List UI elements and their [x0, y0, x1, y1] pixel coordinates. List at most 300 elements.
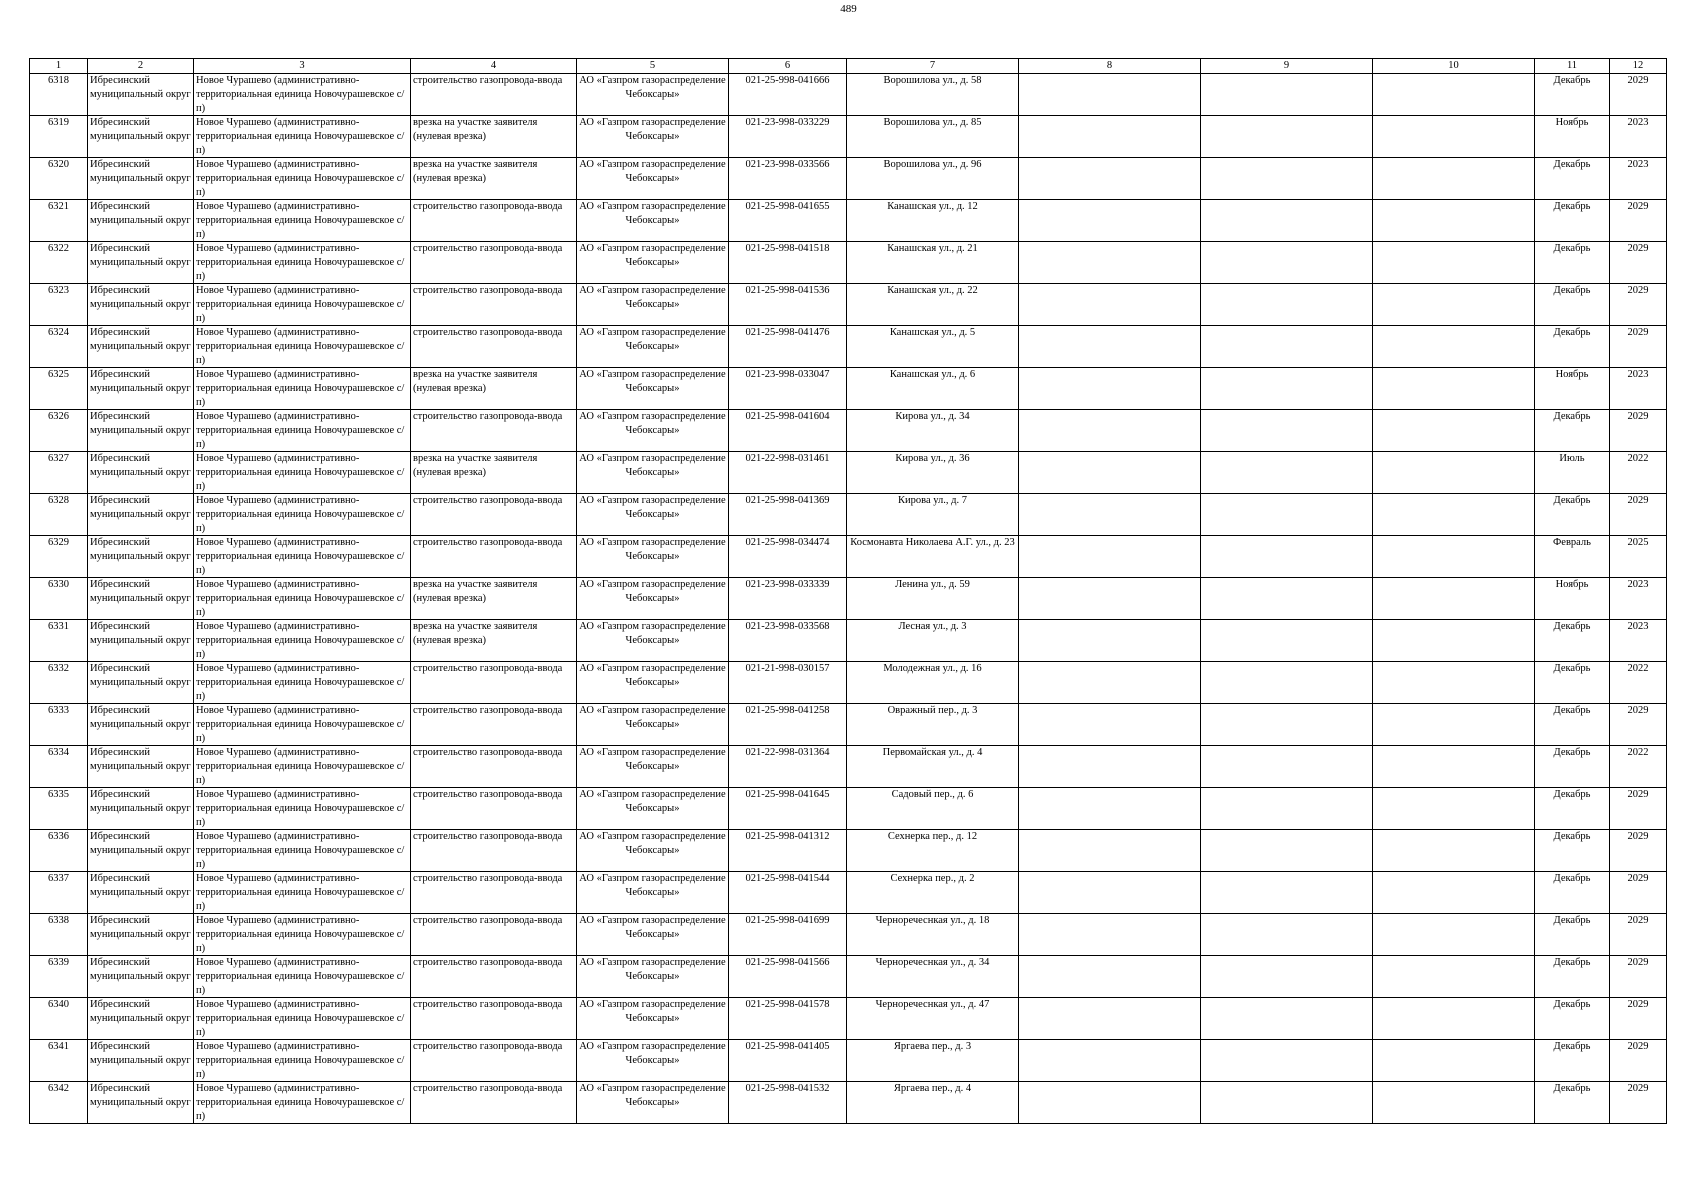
month-cell-text: Декабрь — [1553, 873, 1591, 884]
row-number-text: 6322 — [48, 243, 69, 254]
column-9-cell — [1201, 1082, 1373, 1124]
month-cell-text: Декабрь — [1553, 1041, 1591, 1052]
locality-cell-text: Новое Чурашево (административно-территориальная единица Новочурашевское с/п) — [196, 453, 405, 492]
month-cell-text: Декабрь — [1553, 789, 1591, 800]
row-number-text: 6319 — [48, 117, 69, 128]
page-number: 489 — [840, 3, 857, 15]
address-cell-text: Ворошилова ул., д. 96 — [883, 159, 982, 170]
address-cell-text: Яргаева пер., д. 3 — [893, 1041, 972, 1052]
locality-cell — [194, 1082, 411, 1124]
month-cell-text: Декабрь — [1553, 831, 1591, 842]
month-cell-text: Декабрь — [1553, 159, 1591, 170]
address-cell-text: Канашская ул., д. 12 — [887, 201, 978, 212]
request-code-cell-text: 021-25-998-041578 — [745, 999, 830, 1010]
work-type-cell — [411, 578, 577, 620]
district-cell-text: Ибресинский муниципальный округ — [90, 75, 191, 100]
row-number-text: 6320 — [48, 159, 69, 170]
organization-cell-text: АО «Газпром газораспределение Чебоксары» — [579, 663, 726, 688]
table-row — [30, 830, 1667, 872]
row-number-text: 6324 — [48, 327, 69, 338]
work-type-cell-text: строительство газопровода-ввода — [413, 327, 563, 338]
locality-cell-text: Новое Чурашево (административно-территориальная единица Новочурашевское с/п) — [196, 327, 405, 366]
year-cell — [1610, 242, 1667, 284]
column-9-cell — [1201, 620, 1373, 662]
district-cell-text: Ибресинский муниципальный округ — [90, 201, 191, 226]
request-code-cell — [729, 830, 847, 872]
year-cell-text: 2023 — [1627, 117, 1649, 128]
work-type-cell-text: врезка на участке заявителя (нулевая врезка) — [413, 159, 538, 184]
work-type-cell-text: строительство газопровода-ввода — [413, 1041, 563, 1052]
locality-cell — [194, 830, 411, 872]
organization-cell — [577, 620, 729, 662]
month-cell — [1535, 410, 1610, 452]
district-cell — [88, 452, 194, 494]
row-number-text: 6336 — [48, 831, 69, 842]
address-cell-text: Канашская ул., д. 5 — [889, 327, 976, 338]
row-number — [30, 200, 88, 242]
locality-cell — [194, 620, 411, 662]
request-code-cell — [729, 1082, 847, 1124]
row-number-text: 6327 — [48, 453, 69, 464]
table-row — [30, 410, 1667, 452]
table-row — [30, 620, 1667, 662]
district-cell-text: Ибресинский муниципальный округ — [90, 663, 191, 688]
month-cell — [1535, 284, 1610, 326]
organization-cell — [577, 788, 729, 830]
work-type-cell-text: строительство газопровода-ввода — [413, 495, 563, 506]
work-type-cell-text: строительство газопровода-ввода — [413, 915, 563, 926]
locality-cell — [194, 746, 411, 788]
year-cell-text: 2023 — [1627, 579, 1649, 590]
month-cell — [1535, 452, 1610, 494]
column-9-cell — [1201, 746, 1373, 788]
column-9-cell — [1201, 494, 1373, 536]
work-type-cell — [411, 956, 577, 998]
month-cell-text: Декабрь — [1553, 663, 1591, 674]
address-cell-text: Кирова ул., д. 7 — [898, 495, 967, 506]
organization-cell-text: АО «Газпром газораспределение Чебоксары» — [579, 999, 726, 1024]
month-cell — [1535, 158, 1610, 200]
month-cell — [1535, 536, 1610, 578]
row-number — [30, 578, 88, 620]
work-type-cell — [411, 200, 577, 242]
row-number-text: 6318 — [48, 75, 69, 86]
row-number-text: 6341 — [48, 1041, 69, 1052]
table-row — [30, 578, 1667, 620]
month-cell — [1535, 746, 1610, 788]
work-type-cell — [411, 368, 577, 410]
district-cell-text: Ибресинский муниципальный округ — [90, 747, 191, 772]
locality-cell-text: Новое Чурашево (административно-территориальная единица Новочурашевское с/п) — [196, 75, 405, 114]
organization-cell — [577, 116, 729, 158]
address-cell — [847, 914, 1019, 956]
work-type-cell — [411, 452, 577, 494]
organization-cell-text: АО «Газпром газораспределение Чебоксары» — [579, 201, 726, 226]
locality-cell — [194, 74, 411, 116]
year-cell — [1610, 956, 1667, 998]
address-cell — [847, 998, 1019, 1040]
column-header: 10 — [1373, 59, 1535, 74]
organization-cell-text: АО «Газпром газораспределение Чебоксары» — [579, 285, 726, 310]
work-type-cell-text: строительство газопровода-ввода — [413, 873, 563, 884]
request-code-cell-text: 021-25-998-041532 — [745, 1083, 830, 1094]
month-cell-text: Декабрь — [1553, 327, 1591, 338]
year-cell — [1610, 158, 1667, 200]
month-cell-text: Декабрь — [1553, 75, 1591, 86]
column-9-cell — [1201, 284, 1373, 326]
row-number-text: 6335 — [48, 789, 69, 800]
address-cell — [847, 620, 1019, 662]
organization-cell — [577, 1040, 729, 1082]
work-type-cell — [411, 872, 577, 914]
district-cell — [88, 368, 194, 410]
organization-cell-text: АО «Газпром газораспределение Чебоксары» — [579, 411, 726, 436]
locality-cell — [194, 410, 411, 452]
locality-cell — [194, 662, 411, 704]
column-10-cell — [1373, 116, 1535, 158]
year-cell-text: 2029 — [1627, 201, 1649, 212]
year-cell-text: 2029 — [1627, 831, 1649, 842]
district-cell — [88, 242, 194, 284]
register-table — [29, 58, 1667, 1124]
organization-cell-text: АО «Газпром газораспределение Чебоксары» — [579, 957, 726, 982]
column-10-cell — [1373, 746, 1535, 788]
district-cell — [88, 74, 194, 116]
table-body — [30, 74, 1667, 1124]
row-number — [30, 956, 88, 998]
organization-cell-text: АО «Газпром газораспределение Чебоксары» — [579, 537, 726, 562]
year-cell — [1610, 200, 1667, 242]
locality-cell — [194, 368, 411, 410]
work-type-cell-text: строительство газопровода-ввода — [413, 75, 563, 86]
month-cell-text: Ноябрь — [1555, 369, 1589, 380]
row-number — [30, 788, 88, 830]
year-cell-text: 2029 — [1627, 915, 1649, 926]
column-10-cell — [1373, 956, 1535, 998]
column-9-cell — [1201, 200, 1373, 242]
year-cell-text: 2022 — [1627, 747, 1649, 758]
locality-cell — [194, 578, 411, 620]
column-10-cell — [1373, 788, 1535, 830]
address-cell — [847, 536, 1019, 578]
organization-cell — [577, 200, 729, 242]
column-9-cell — [1201, 998, 1373, 1040]
work-type-cell — [411, 242, 577, 284]
address-cell-text: Космонавта Николаева А.Г. ул., д. 23 — [850, 537, 1015, 548]
table-row — [30, 662, 1667, 704]
work-type-cell-text: строительство газопровода-ввода — [413, 201, 563, 212]
organization-cell-text: АО «Газпром газораспределение Чебоксары» — [579, 159, 726, 184]
column-header: 1 — [30, 59, 88, 74]
district-cell — [88, 116, 194, 158]
work-type-cell-text: врезка на участке заявителя (нулевая врезка) — [413, 369, 538, 394]
request-code-cell-text: 021-25-998-041369 — [745, 495, 830, 506]
locality-cell — [194, 158, 411, 200]
column-9-cell — [1201, 1040, 1373, 1082]
month-cell — [1535, 998, 1610, 1040]
organization-cell — [577, 158, 729, 200]
month-cell — [1535, 200, 1610, 242]
column-header: 12 — [1610, 59, 1667, 74]
organization-cell — [577, 956, 729, 998]
column-8-cell — [1019, 368, 1201, 410]
month-cell-text: Декабрь — [1553, 999, 1591, 1010]
district-cell-text: Ибресинский муниципальный округ — [90, 411, 191, 436]
address-cell-text: Кирова ул., д. 36 — [895, 453, 970, 464]
year-cell — [1610, 746, 1667, 788]
work-type-cell — [411, 326, 577, 368]
row-number — [30, 242, 88, 284]
organization-cell-text: АО «Газпром газораспределение Чебоксары» — [579, 621, 726, 646]
month-cell — [1535, 242, 1610, 284]
locality-cell — [194, 494, 411, 536]
column-9-cell — [1201, 158, 1373, 200]
year-cell — [1610, 452, 1667, 494]
month-cell — [1535, 620, 1610, 662]
request-code-cell-text: 021-25-998-041405 — [745, 1041, 830, 1052]
organization-cell — [577, 284, 729, 326]
column-10-cell — [1373, 158, 1535, 200]
year-cell — [1610, 326, 1667, 368]
row-number-text: 6326 — [48, 411, 69, 422]
column-9-cell — [1201, 578, 1373, 620]
address-cell-text: Молодежная ул., д. 16 — [883, 663, 982, 674]
locality-cell-text: Новое Чурашево (административно-территориальная единица Новочурашевское с/п) — [196, 117, 405, 156]
row-number-text: 6323 — [48, 285, 69, 296]
column-8-cell — [1019, 788, 1201, 830]
year-cell-text: 2029 — [1627, 789, 1649, 800]
district-cell-text: Ибресинский муниципальный округ — [90, 117, 191, 142]
row-number-text: 6333 — [48, 705, 69, 716]
year-cell — [1610, 116, 1667, 158]
year-cell-text: 2029 — [1627, 957, 1649, 968]
table-row — [30, 1040, 1667, 1082]
work-type-cell — [411, 1082, 577, 1124]
column-9-cell — [1201, 74, 1373, 116]
column-8-cell — [1019, 158, 1201, 200]
year-cell — [1610, 788, 1667, 830]
table-row — [30, 326, 1667, 368]
locality-cell-text: Новое Чурашево (административно-территориальная единица Новочурашевское с/п) — [196, 579, 405, 618]
request-code-cell-text: 021-25-998-041258 — [745, 705, 830, 716]
year-cell — [1610, 1040, 1667, 1082]
organization-cell-text: АО «Газпром газораспределение Чебоксары» — [579, 579, 726, 604]
organization-cell — [577, 410, 729, 452]
month-cell-text: Декабрь — [1553, 957, 1591, 968]
address-cell — [847, 242, 1019, 284]
month-cell-text: Декабрь — [1553, 411, 1591, 422]
organization-cell-text: АО «Газпром газораспределение Чебоксары» — [579, 453, 726, 478]
column-10-cell — [1373, 1040, 1535, 1082]
year-cell-text: 2023 — [1627, 369, 1649, 380]
request-code-cell-text: 021-23-998-033229 — [745, 117, 830, 128]
work-type-cell — [411, 116, 577, 158]
organization-cell-text: АО «Газпром газораспределение Чебоксары» — [579, 873, 726, 898]
work-type-cell — [411, 662, 577, 704]
column-8-cell — [1019, 1040, 1201, 1082]
year-cell-text: 2029 — [1627, 1041, 1649, 1052]
column-header: 6 — [729, 59, 847, 74]
column-8-cell — [1019, 704, 1201, 746]
request-code-cell — [729, 200, 847, 242]
request-code-cell-text: 021-22-998-031461 — [745, 453, 830, 464]
month-cell-text: Декабрь — [1553, 915, 1591, 926]
column-10-cell — [1373, 368, 1535, 410]
district-cell — [88, 1040, 194, 1082]
row-number — [30, 746, 88, 788]
organization-cell-text: АО «Газпром газораспределение Чебоксары» — [579, 75, 726, 100]
district-cell — [88, 494, 194, 536]
locality-cell-text: Новое Чурашево (административно-территориальная единица Новочурашевское с/п) — [196, 747, 405, 786]
column-8-cell — [1019, 74, 1201, 116]
request-code-cell — [729, 158, 847, 200]
row-number-text: 6321 — [48, 201, 69, 212]
column-9-cell — [1201, 410, 1373, 452]
address-cell — [847, 368, 1019, 410]
column-8-cell — [1019, 116, 1201, 158]
column-10-cell — [1373, 284, 1535, 326]
address-cell — [847, 158, 1019, 200]
locality-cell-text: Новое Чурашево (административно-территориальная единица Новочурашевское с/п) — [196, 663, 405, 702]
column-10-cell — [1373, 242, 1535, 284]
district-cell — [88, 1082, 194, 1124]
district-cell-text: Ибресинский муниципальный округ — [90, 789, 191, 814]
table-row — [30, 872, 1667, 914]
table-row — [30, 74, 1667, 116]
organization-cell — [577, 578, 729, 620]
address-cell-text: Овражный пер., д. 3 — [887, 705, 978, 716]
row-number — [30, 662, 88, 704]
organization-cell-text: АО «Газпром газораспределение Чебоксары» — [579, 705, 726, 730]
locality-cell-text: Новое Чурашево (административно-территориальная единица Новочурашевское с/п) — [196, 201, 405, 240]
month-cell-text: Декабрь — [1553, 621, 1591, 632]
locality-cell-text: Новое Чурашево (административно-территориальная единица Новочурашевское с/п) — [196, 873, 405, 912]
work-type-cell-text: строительство газопровода-ввода — [413, 747, 563, 758]
request-code-cell — [729, 284, 847, 326]
table-row — [30, 368, 1667, 410]
year-cell-text: 2023 — [1627, 621, 1649, 632]
row-number — [30, 620, 88, 662]
row-number-text: 6334 — [48, 747, 69, 758]
year-cell-text: 2029 — [1627, 999, 1649, 1010]
locality-cell-text: Новое Чурашево (административно-территориальная единица Новочурашевское с/п) — [196, 705, 405, 744]
work-type-cell-text: строительство газопровода-ввода — [413, 831, 563, 842]
district-cell-text: Ибресинский муниципальный округ — [90, 831, 191, 856]
month-cell-text: Июль — [1559, 453, 1585, 464]
request-code-cell — [729, 410, 847, 452]
organization-cell — [577, 914, 729, 956]
row-number — [30, 284, 88, 326]
locality-cell — [194, 788, 411, 830]
request-code-cell-text: 021-23-998-033047 — [745, 369, 830, 380]
month-cell — [1535, 74, 1610, 116]
year-cell-text: 2029 — [1627, 411, 1649, 422]
address-cell-text: Черноречеснкая ул., д. 18 — [875, 915, 990, 926]
month-cell-text: Декабрь — [1553, 495, 1591, 506]
request-code-cell — [729, 956, 847, 998]
year-cell — [1610, 536, 1667, 578]
month-cell — [1535, 872, 1610, 914]
table-row — [30, 242, 1667, 284]
district-cell-text: Ибресинский муниципальный округ — [90, 915, 191, 940]
month-cell — [1535, 788, 1610, 830]
work-type-cell — [411, 74, 577, 116]
row-number — [30, 998, 88, 1040]
work-type-cell-text: строительство газопровода-ввода — [413, 999, 563, 1010]
address-cell — [847, 452, 1019, 494]
locality-cell — [194, 872, 411, 914]
organization-cell — [577, 494, 729, 536]
column-8-cell — [1019, 242, 1201, 284]
district-cell-text: Ибресинский муниципальный округ — [90, 705, 191, 730]
locality-cell-text: Новое Чурашево (административно-территориальная единица Новочурашевское с/п) — [196, 789, 405, 828]
address-cell — [847, 872, 1019, 914]
year-cell-text: 2022 — [1627, 663, 1649, 674]
work-type-cell-text: строительство газопровода-ввода — [413, 1083, 563, 1094]
year-cell — [1610, 620, 1667, 662]
request-code-cell — [729, 326, 847, 368]
locality-cell — [194, 704, 411, 746]
district-cell — [88, 788, 194, 830]
locality-cell — [194, 956, 411, 998]
column-8-cell — [1019, 662, 1201, 704]
column-10-cell — [1373, 536, 1535, 578]
column-header: 2 — [88, 59, 194, 74]
district-cell — [88, 956, 194, 998]
row-number-text: 6342 — [48, 1083, 69, 1094]
row-number — [30, 116, 88, 158]
address-cell-text: Ворошилова ул., д. 85 — [883, 117, 982, 128]
work-type-cell — [411, 998, 577, 1040]
work-type-cell — [411, 158, 577, 200]
column-9-cell — [1201, 914, 1373, 956]
request-code-cell — [729, 872, 847, 914]
request-code-cell — [729, 578, 847, 620]
request-code-cell-text: 021-23-998-033566 — [745, 159, 830, 170]
column-10-cell — [1373, 998, 1535, 1040]
column-10-cell — [1373, 200, 1535, 242]
row-number — [30, 158, 88, 200]
month-cell — [1535, 578, 1610, 620]
year-cell — [1610, 872, 1667, 914]
month-cell — [1535, 662, 1610, 704]
district-cell-text: Ибресинский муниципальный округ — [90, 1041, 191, 1066]
column-8-cell — [1019, 536, 1201, 578]
month-cell-text: Ноябрь — [1555, 579, 1589, 590]
locality-cell-text: Новое Чурашево (административно-территориальная единица Новочурашевское с/п) — [196, 411, 405, 450]
locality-cell — [194, 914, 411, 956]
column-8-cell — [1019, 620, 1201, 662]
year-cell — [1610, 914, 1667, 956]
row-number-text: 6328 — [48, 495, 69, 506]
district-cell-text: Ибресинский муниципальный округ — [90, 327, 191, 352]
address-cell — [847, 494, 1019, 536]
month-cell-text: Декабрь — [1553, 243, 1591, 254]
year-cell — [1610, 410, 1667, 452]
column-9-cell — [1201, 830, 1373, 872]
locality-cell-text: Новое Чурашево (административно-территориальная единица Новочурашевское с/п) — [196, 915, 405, 954]
work-type-cell — [411, 410, 577, 452]
district-cell-text: Ибресинский муниципальный округ — [90, 453, 191, 478]
locality-cell-text: Новое Чурашево (административно-территориальная единица Новочурашевское с/п) — [196, 495, 405, 534]
request-code-cell-text: 021-25-998-041312 — [745, 831, 830, 842]
month-cell — [1535, 1040, 1610, 1082]
year-cell-text: 2025 — [1627, 537, 1649, 548]
request-code-cell-text: 021-25-998-041566 — [745, 957, 830, 968]
locality-cell-text: Новое Чурашево (административно-территориальная единица Новочурашевское с/п) — [196, 243, 405, 282]
request-code-cell-text: 021-25-998-041699 — [745, 915, 830, 926]
table-row — [30, 956, 1667, 998]
